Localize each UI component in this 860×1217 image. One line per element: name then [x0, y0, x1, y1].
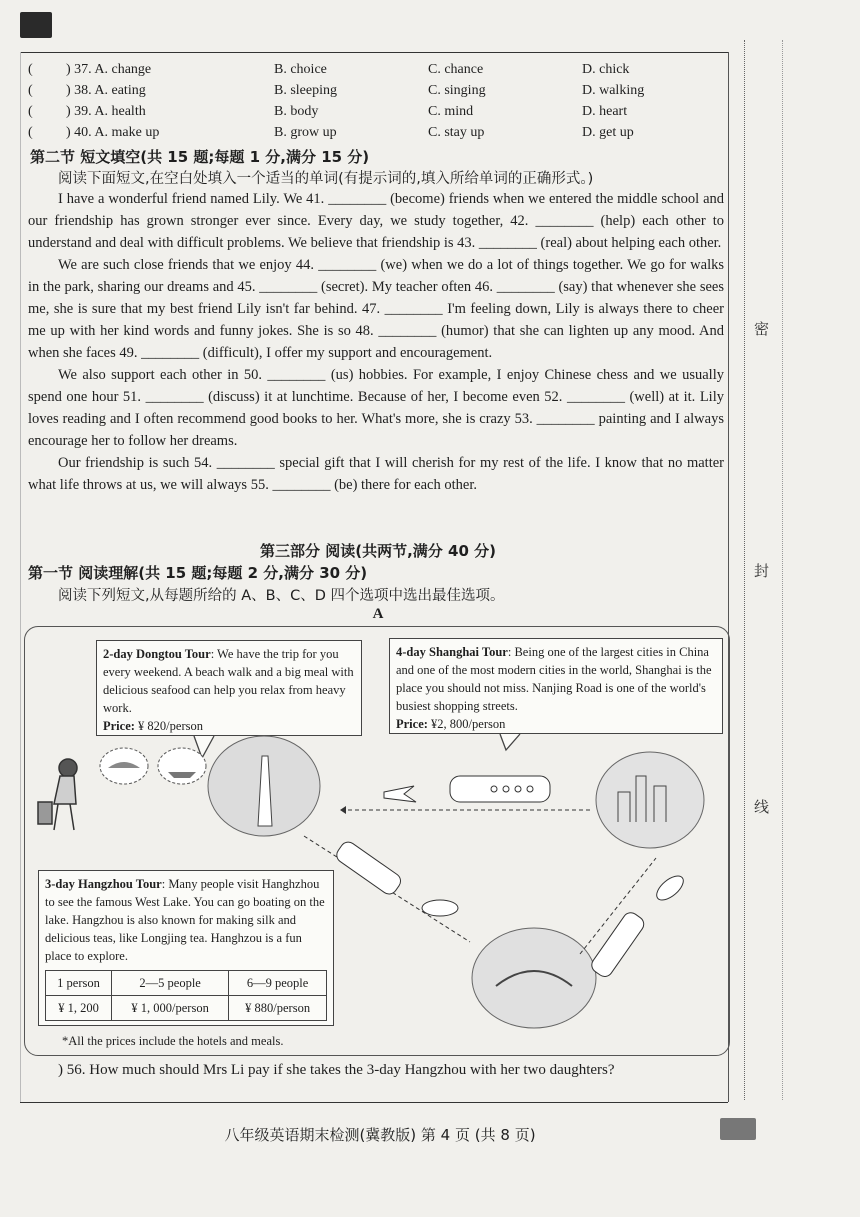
- option-row-37: [28, 62, 728, 83]
- reading-instruction: 阅读下列短文,从每题所给的 A、B、C、D 四个选项中选出最佳选项。: [58, 588, 505, 604]
- shanghai-price-label: Price:: [396, 717, 428, 731]
- plane-icon: [384, 786, 416, 802]
- hangzhou-lake-image: [472, 928, 596, 1028]
- dongtou-tour-text: : We have the trip for you every weekend. A beach walk and a big meal with delicious seafood can help you relax from heavy work.: [103, 647, 354, 715]
- part-3-title: 第三部分 阅读(共两节,满分 40 分): [260, 542, 496, 560]
- table-cell: 6—9 people: [229, 971, 327, 996]
- option-c: C. chance: [428, 62, 484, 77]
- bubble-tail: [500, 734, 520, 750]
- option-row-39: [28, 104, 728, 125]
- option-a: ) 38. A. eating: [66, 83, 146, 98]
- page-footer: 八年级英语期末检测(冀教版) 第 4 页 (共 8 页): [224, 1126, 536, 1144]
- option-c: C. singing: [428, 83, 486, 98]
- option-row-40: [28, 125, 728, 146]
- option-row-38: [28, 83, 728, 104]
- option-a: ) 40. A. make up: [66, 125, 160, 140]
- answer-paren[interactable]: (: [28, 104, 33, 119]
- table-cell: ¥ 880/person: [229, 996, 327, 1021]
- ship-icon: [158, 748, 206, 784]
- seal-label-mi: 密: [754, 320, 770, 338]
- seal-label-xian: 线: [754, 798, 770, 816]
- option-d: D. get up: [582, 125, 634, 140]
- table-cell: 2—5 people: [112, 971, 229, 996]
- option-b: B. choice: [274, 62, 327, 77]
- traveller-figure: [38, 759, 77, 830]
- answer-paren[interactable]: (: [28, 125, 33, 140]
- answer-paren[interactable]: (: [28, 62, 33, 77]
- table-cell: 1 person: [46, 971, 112, 996]
- dongtou-price: ¥ 820/person: [134, 719, 203, 733]
- option-c: C. mind: [428, 104, 474, 119]
- option-c: C. stay up: [428, 125, 485, 140]
- car-icon: [653, 872, 688, 905]
- seal-dotted-line-outer: [782, 40, 783, 1100]
- shanghai-city-image: [596, 752, 704, 848]
- table-cell: ¥ 1, 000/person: [112, 996, 229, 1021]
- option-a: ) 39. A. health: [66, 104, 146, 119]
- answer-paren[interactable]: (: [28, 83, 33, 98]
- option-b: B. sleeping: [274, 83, 337, 98]
- top-rule: [20, 52, 728, 53]
- train-icon: [334, 839, 404, 897]
- travel-route-illustration: [24, 626, 730, 1056]
- cloze-paragraph-2: We are such close friends that we enjoy 44. ________ (we) when we do a lot of things together. We go for walks in the park, sharing our dreams and 45. ________ (secret). My teacher often 46. ________ (say) that whenever she sees me, she is sure that my best friend Lily isn't far behind. 47. ________ I'm feeling down, Lily is always there to cheer me up with her kind words and funny jokes. She is so 48. ________ (humor) that she can lighten up any mood. And when she faces 49. ________ (difficult), I offer my support and encouragement.: [28, 257, 724, 361]
- train-icon: [589, 910, 647, 980]
- corner-registration-mark: [20, 12, 52, 38]
- section-2-title: 第二节 短文填空(共 15 题;每题 1 分,满分 15 分): [30, 148, 370, 166]
- train-icon: [450, 776, 550, 802]
- shanghai-tour-name: 4-day Shanghai Tour: [396, 645, 508, 659]
- reading-section-title: 第一节 阅读理解(共 15 题;每题 2 分,满分 30 分): [28, 564, 368, 582]
- cloze-paragraph-4: Our friendship is such 54. ________ special gift that I will cherish for my rest of the life. I know that no matter what life throws at us, we will always 55. ________ (be) there for each other.: [28, 455, 724, 493]
- section-2-instruction: 阅读下面短文,在空白处填入一个适当的单词(有提示词的,填入所给单词的正确形式。): [58, 171, 594, 187]
- option-d: D. chick: [582, 62, 630, 77]
- price-note: *All the prices include the hotels and meals.: [62, 1034, 284, 1048]
- route-arrowhead: [340, 806, 346, 814]
- question-56: ) 56. How much should Mrs Li pay if she takes the 3-day Hangzhou with her two daughters?: [58, 1062, 615, 1078]
- seal-dotted-line: [744, 40, 745, 1100]
- cloze-paragraph-1: I have a wonderful friend named Lily. We 41. ________ (become) friends when we entered the middle school and our friendship has grown stronger ever since. Every day, we study together, 42. ________ (help) each other to understand and deal with difficult problems. We believe that friendship is 43. ________ (real) about helping each other.: [28, 191, 724, 251]
- cloze-passage: [28, 188, 724, 496]
- dongtou-price-label: Price:: [103, 719, 135, 733]
- option-d: D. walking: [582, 83, 645, 98]
- option-b: B. grow up: [274, 125, 337, 140]
- left-border: [20, 52, 21, 1102]
- shanghai-tour-text: : Being one of the largest cities in China and one of the most modern cities in the world, Shanghai is the place you should not miss. Nanjing Road is one of the world's busiest shopping streets.: [396, 645, 712, 713]
- bottom-rule: [20, 1102, 728, 1103]
- option-b: B. body: [274, 104, 319, 119]
- option-a: ) 37. A. change: [66, 62, 152, 77]
- hangzhou-tour-name: 3-day Hangzhou Tour: [45, 877, 162, 891]
- shanghai-price: ¥2, 800/person: [427, 717, 506, 731]
- passage-letter: A: [372, 606, 384, 622]
- option-d: D. heart: [582, 104, 628, 119]
- table-cell: ¥ 1, 200: [46, 996, 112, 1021]
- cloze-paragraph-3: We also support each other in 50. ________ (us) hobbies. For example, I enjoy Chinese chess and we usually spend one hour 51. ________ (discuss) it at lunchtime. Because of her, I become even 52. ________ (well) at it. Lily loves reading and I often recommend good books to her. What's more, she is crazy 53. ________ painting and I always encourage her to follow her dreams.: [28, 367, 724, 449]
- hangzhou-tour-text: : Many people visit Hanghzhou to see the famous West Lake. You can go boating on the lake. Hangzhou is also known for making silk and delicious teas, like Longjing tea. Hanghzou is a fun place to explore.: [45, 877, 325, 963]
- dongtou-tour-name: 2-day Dongtou Tour: [103, 647, 211, 661]
- footer-registration-mark: [720, 1118, 756, 1140]
- car-icon: [422, 900, 458, 916]
- seal-label-feng: 封: [754, 562, 770, 580]
